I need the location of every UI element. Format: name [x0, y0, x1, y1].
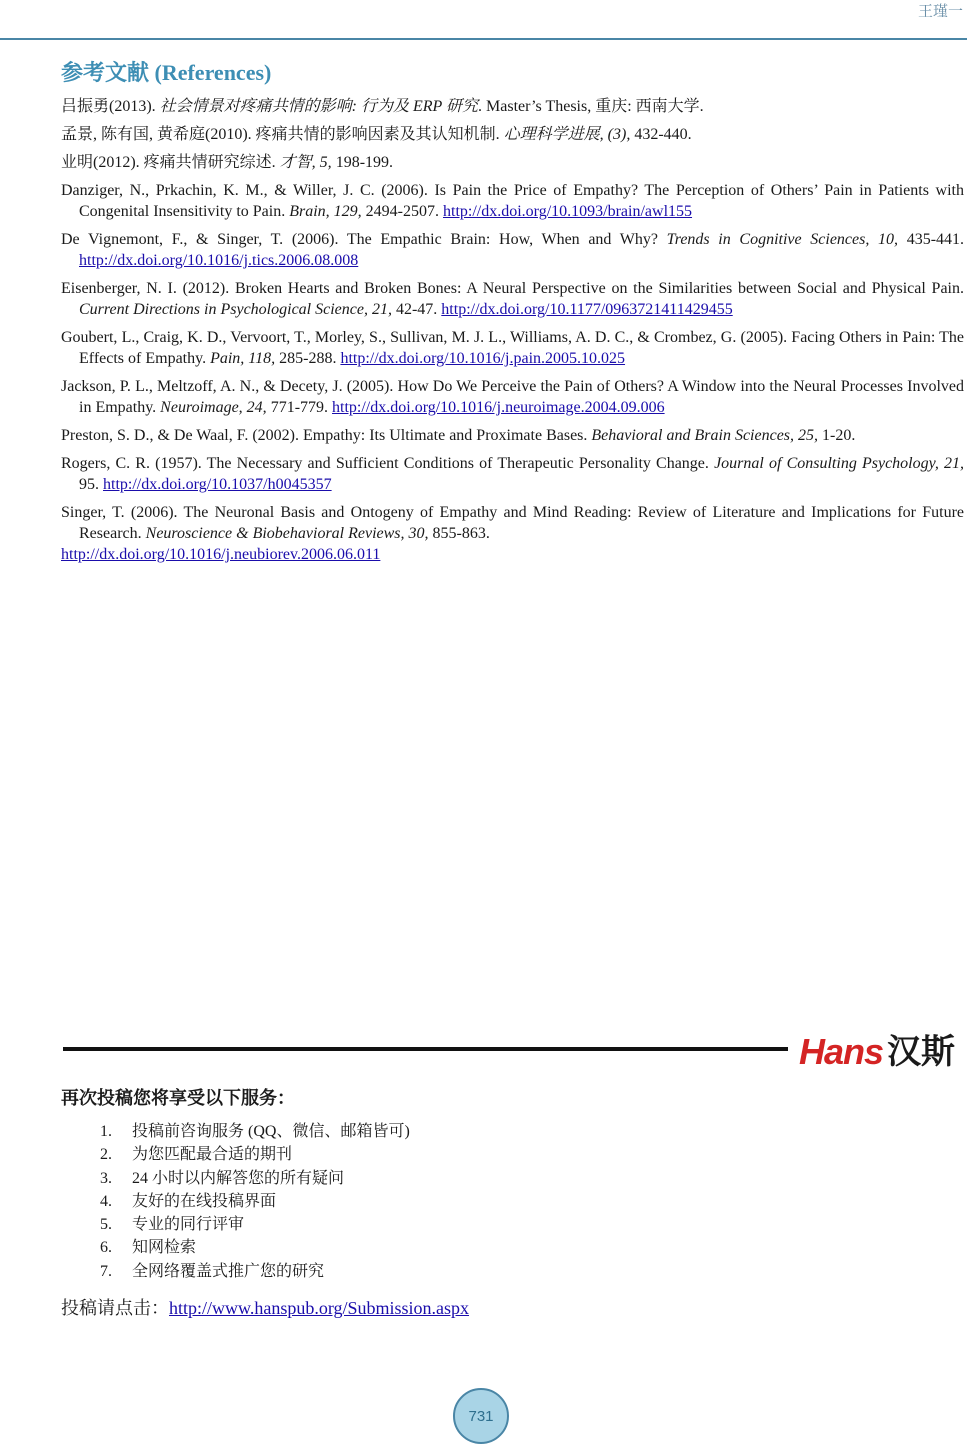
logo-latin: Hans [799, 1031, 884, 1072]
hans-logo [799, 1030, 955, 1072]
doi-link[interactable]: http://dx.doi.org/10.1177/0963721411429455 [441, 301, 733, 318]
services-list [100, 1120, 410, 1283]
submission-link[interactable]: http://www.hanspub.org/Submission.aspx [169, 1298, 470, 1318]
doi-link[interactable]: http://dx.doi.org/10.1016/j.neuroimage.2004.09.006 [332, 399, 665, 416]
doi-link[interactable]: http://dx.doi.org/10.1016/j.tics.2006.08.008 [79, 252, 359, 269]
page-number: 731 [453, 1388, 509, 1444]
services-title: 再次投稿您将享受以下服务： [61, 1088, 295, 1108]
reference-item: Singer, T. (2006). The Neuronal Basis and Ontogeny of Empathy and Mind Reading: Review of Literature and Implications for Future Research. Neuroscience & Biobehavioral Reviews, 30, 855-863. http://dx.doi.org/10.1016/j.neubiorev.2006.06.011 [61, 504, 964, 563]
header-author: 王瑾一 [917, 4, 963, 20]
doi-link[interactable]: http://dx.doi.org/10.1016/j.neubiorev.2006.06.011 [61, 546, 381, 563]
reference-item: 业明(2012). 疼痛共情研究综述. 才智, 5, 198-199. [61, 154, 394, 171]
list-item: 3. 24 小时以内解答您的所有疑问 [100, 1169, 345, 1187]
footer-rule [63, 1047, 788, 1051]
list-item: 6. 知网检索 [100, 1239, 197, 1257]
list-item: 7. 全网络覆盖式推广您的研究 [100, 1262, 325, 1280]
reference-item: Eisenberger, N. I. (2012). Broken Hearts and Broken Bones: A Neural Perspective on the Similarities between Social and Physical Pain. Current Directions in Psychological Science, 21, 42-47. http://dx.doi.org/10.1177/0963721411429455 [61, 280, 964, 318]
reference-list [61, 96, 964, 572]
reference-item: 吕振勇(2013). 社会情景对疼痛共情的影响: 行为及 ERP 研究. Master’s Thesis, 重庆: 西南大学. [61, 98, 704, 115]
list-item: 2. 为您匹配最合适的期刊 [100, 1146, 293, 1164]
reference-item: 孟景, 陈有国, 黄希庭(2010). 疼痛共情的影响因素及其认知机制. 心理科学进展, (3), 432-440. [61, 126, 692, 143]
submit-label: 投稿请点击： [61, 1298, 169, 1318]
list-item: 4. 友好的在线投稿界面 [100, 1192, 277, 1210]
list-item: 5. 专业的同行评审 [100, 1216, 245, 1234]
reference-item: De Vignemont, F., & Singer, T. (2006). The Empathic Brain: How, When and Why? Trends in Cognitive Sciences, 10, 435-441. http://dx.doi.org/10.1016/j.tics.2006.08.008 [61, 231, 965, 269]
header-rule [0, 38, 967, 40]
doi-link[interactable]: http://dx.doi.org/10.1037/h0045357 [103, 476, 332, 493]
list-item: 1. 投稿前咨询服务 (QQ、微信、邮箱皆可) [100, 1123, 410, 1140]
references-title: 参考文献 (References) [61, 60, 272, 85]
doi-link[interactable]: http://dx.doi.org/10.1016/j.pain.2005.10.025 [340, 350, 626, 367]
submit-line [61, 1294, 469, 1320]
reference-item: Preston, S. D., & De Waal, F. (2002). Empathy: Its Ultimate and Proximate Bases. Behavioral and Brain Sciences, 25, 1-20. [61, 427, 856, 444]
logo-chinese: 汉斯 [887, 1032, 956, 1072]
reference-item: Jackson, P. L., Meltzoff, A. N., & Decety, J. (2005). How Do We Perceive the Pain of Others? A Window into the Neural Processes Involved in Empathy. Neuroimage, 24, 771-779. http://dx.doi.org/10.1016/j.neuroimage.2004.09.006 [61, 378, 964, 416]
reference-item: Rogers, C. R. (1957). The Necessary and Sufficient Conditions of Therapeutic Personality Change. Journal of Consulting Psychology, 21, 95. http://dx.doi.org/10.1037/h0045357 [61, 455, 964, 493]
reference-item: Danziger, N., Prkachin, K. M., & Willer, J. C. (2006). Is Pain the Price of Empathy? The Perception of Others’ Pain in Patients with Congenital Insensitivity to Pain. Brain, 129, 2494-2507. http://dx.doi.org/10.1093/brain/awl155 [61, 182, 964, 220]
reference-item: Goubert, L., Craig, K. D., Vervoort, T., Morley, S., Sullivan, M. J. L., Williams, A. D. C., & Crombez, G. (2005). Facing Others in Pain: The Effects of Empathy. Pain, 118, 285-288. http://dx.doi.org/10.1016/j.pain.2005.10.025 [61, 329, 964, 367]
doi-link[interactable]: http://dx.doi.org/10.1093/brain/awl155 [443, 203, 693, 220]
